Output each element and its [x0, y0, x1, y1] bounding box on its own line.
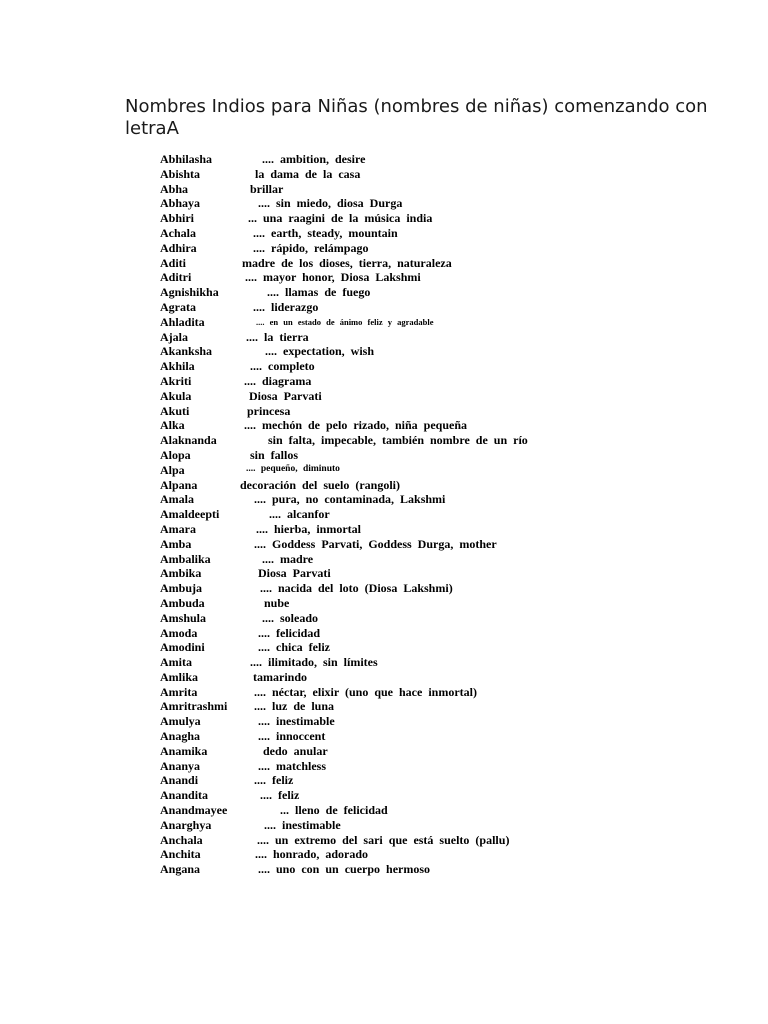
entry-meaning: sin fallos	[250, 447, 299, 462]
list-item	[160, 640, 720, 655]
list-item	[160, 685, 720, 700]
list-item	[160, 389, 720, 404]
list-item	[160, 478, 720, 493]
list-item	[160, 182, 720, 197]
entry-name: Achala	[160, 225, 196, 240]
list-item	[160, 847, 720, 862]
list-item	[160, 344, 720, 359]
list-item	[160, 211, 720, 226]
list-item	[160, 818, 720, 833]
list-item	[160, 167, 720, 182]
list-item	[160, 492, 720, 507]
entry-name: Anandi	[160, 773, 199, 788]
list-item	[160, 655, 720, 670]
entry-name: Akriti	[160, 373, 192, 388]
list-item	[160, 359, 720, 374]
list-item	[160, 196, 720, 211]
entry-meaning: sin falta, impecable, también nombre de un río	[268, 433, 528, 448]
list-item	[160, 241, 720, 256]
list-item	[160, 759, 720, 774]
entry-meaning: .... un extremo del sari que está suelto (pallu)	[257, 832, 510, 847]
entry-meaning: .... llamas de fuego	[267, 285, 371, 300]
entry-meaning: .... inestimable	[264, 817, 341, 832]
entry-name: Amulya	[160, 714, 201, 729]
entry-meaning: .... earth, steady, mountain	[253, 225, 398, 240]
entry-name: Adhira	[160, 240, 197, 255]
entry-meaning: .... pura, no contaminada, Lakshmi	[254, 492, 446, 507]
list-item	[160, 300, 720, 315]
entry-name: Ambalika	[160, 551, 211, 566]
entry-meaning: .... rápido, relámpago	[253, 240, 369, 255]
entry-meaning: ... una raagini de la música india	[248, 211, 433, 226]
entry-name: Anandita	[160, 788, 209, 803]
entry-meaning: Diosa Parvati	[249, 388, 322, 403]
list-item	[160, 330, 720, 345]
list-item	[160, 226, 720, 241]
entry-name: Alka	[160, 418, 185, 433]
list-item	[160, 374, 720, 389]
list-item	[160, 552, 720, 567]
entry-name: Ananya	[160, 758, 201, 773]
entry-meaning: .... nacida del loto (Diosa Lakshmi)	[260, 581, 453, 596]
list-item	[160, 537, 720, 552]
entry-meaning: .... diagrama	[244, 373, 312, 388]
entry-name: Amita	[160, 655, 192, 670]
entry-meaning: dedo anular	[263, 743, 328, 758]
entry-meaning: ... lleno de felicidad	[280, 803, 388, 818]
list-item	[160, 507, 720, 522]
entry-name: Anarghya	[160, 817, 212, 832]
list-item	[160, 744, 720, 759]
list-item	[160, 611, 720, 626]
entry-name: Amshula	[160, 610, 207, 625]
entry-meaning: .... feliz	[254, 773, 294, 788]
entry-name: Abishta	[160, 166, 201, 181]
entry-name: Alaknanda	[160, 433, 217, 448]
list-item	[160, 581, 720, 596]
entry-name: Alpa	[160, 462, 185, 477]
entry-name: Amoda	[160, 625, 198, 640]
list-item	[160, 833, 720, 848]
entry-name: Aditri	[160, 270, 192, 285]
entry-meaning: .... néctar, elixir (uno que hace inmortal)	[254, 684, 477, 699]
entry-meaning: .... alcanfor	[269, 507, 330, 522]
entry-meaning: .... innoccent	[258, 729, 326, 744]
entry-meaning: .... la tierra	[246, 329, 309, 344]
list-item	[160, 773, 720, 788]
entry-name: Aditi	[160, 255, 187, 270]
entry-meaning: .... en un estado de ánimo feliz y agradable	[256, 316, 434, 327]
entry-name: Anagha	[160, 729, 201, 744]
list-item	[160, 433, 720, 448]
entry-meaning: princesa	[247, 403, 291, 418]
list-item	[160, 522, 720, 537]
entry-name: Ajala	[160, 329, 188, 344]
entry-name: Abha	[160, 181, 189, 196]
list-item	[160, 404, 720, 419]
list-item	[160, 596, 720, 611]
entry-meaning: .... ilimitado, sin límites	[250, 655, 378, 670]
list-item	[160, 152, 720, 167]
entry-name: Akuti	[160, 403, 190, 418]
entry-meaning: .... inestimable	[258, 714, 335, 729]
entry-meaning: .... mechón de pelo rizado, niña pequeña	[244, 418, 468, 433]
entry-name: Amritrashmi	[160, 699, 228, 714]
entry-meaning: .... Goddess Parvati, Goddess Durga, mother	[254, 536, 497, 551]
entry-meaning: .... matchless	[258, 758, 326, 773]
entry-name: Anchita	[160, 847, 201, 862]
entry-meaning: .... chica feliz	[258, 640, 330, 655]
entry-meaning: Diosa Parvati	[258, 566, 331, 581]
entry-name: Amrita	[160, 684, 198, 699]
list-item	[160, 699, 720, 714]
entry-meaning: .... felicidad	[258, 625, 320, 640]
entry-name: Anandmayee	[160, 803, 228, 818]
entry-name: Amaldeepti	[160, 507, 220, 522]
entry-name: Anchala	[160, 832, 203, 847]
page-title: Nombres Indios para Niñas (nombres de niñas) comenzando con letraA	[125, 96, 708, 139]
list-item	[160, 729, 720, 744]
entry-name: Ambuja	[160, 581, 203, 596]
entry-meaning: madre de los dioses, tierra, naturaleza	[242, 255, 452, 270]
entry-meaning: .... sin miedo, diosa Durga	[258, 196, 403, 211]
entry-name: Alpana	[160, 477, 198, 492]
entry-meaning: .... pequeño, diminuto	[246, 463, 340, 474]
entry-name: Akanksha	[160, 344, 213, 359]
entry-meaning: brillar	[250, 181, 284, 196]
list-item	[160, 626, 720, 641]
entry-meaning: .... expectation, wish	[265, 344, 374, 359]
list-item	[160, 256, 720, 271]
entry-meaning: .... mayor honor, Diosa Lakshmi	[245, 270, 421, 285]
entry-name: Amara	[160, 521, 196, 536]
list-item	[160, 714, 720, 729]
list-item	[160, 285, 720, 300]
entry-name: Ahladita	[160, 314, 205, 329]
entry-meaning: .... liderazgo	[253, 299, 319, 314]
list-item	[160, 566, 720, 581]
list-item	[160, 463, 720, 478]
list-item	[160, 788, 720, 803]
entry-meaning: .... ambition, desire	[262, 152, 366, 166]
entry-meaning: .... luz de luna	[254, 699, 335, 714]
entry-name: Anamika	[160, 743, 208, 758]
entry-name: Abhilasha	[160, 152, 213, 166]
entry-meaning: .... honrado, adorado	[255, 847, 369, 862]
entry-name: Abhiri	[160, 211, 195, 226]
entry-meaning: nube	[264, 595, 290, 610]
list-item	[160, 448, 720, 463]
entry-name: Amba	[160, 536, 192, 551]
entry-name: Angana	[160, 862, 201, 877]
entry-meaning: .... madre	[262, 551, 314, 566]
entry-name: Alopa	[160, 447, 191, 462]
entry-meaning: .... hierba, inmortal	[256, 521, 361, 536]
entry-name: Amlika	[160, 669, 199, 684]
entry-name: Amala	[160, 492, 194, 507]
entry-name: Ambika	[160, 566, 202, 581]
list-item	[160, 270, 720, 285]
entry-meaning: .... feliz	[260, 788, 300, 803]
list-item	[160, 418, 720, 433]
entry-name: Abhaya	[160, 196, 201, 211]
entry-meaning: .... completo	[250, 359, 315, 374]
entry-name: Agrata	[160, 299, 196, 314]
entry-name: Amodini	[160, 640, 205, 655]
list-item	[160, 315, 720, 330]
entry-name: Agnishikha	[160, 285, 219, 300]
list-item	[160, 670, 720, 685]
names-list	[160, 152, 720, 877]
entry-meaning: la dama de la casa	[255, 166, 361, 181]
entry-meaning: decoración del suelo (rangoli)	[240, 477, 400, 492]
entry-meaning: tamarindo	[253, 669, 307, 684]
entry-name: Ambuda	[160, 595, 205, 610]
entry-meaning: .... uno con un cuerpo hermoso	[258, 862, 431, 877]
entry-name: Akhila	[160, 359, 195, 374]
entry-name: Akula	[160, 388, 192, 403]
entry-meaning: .... soleado	[262, 610, 319, 625]
list-item	[160, 803, 720, 818]
list-item	[160, 862, 720, 877]
